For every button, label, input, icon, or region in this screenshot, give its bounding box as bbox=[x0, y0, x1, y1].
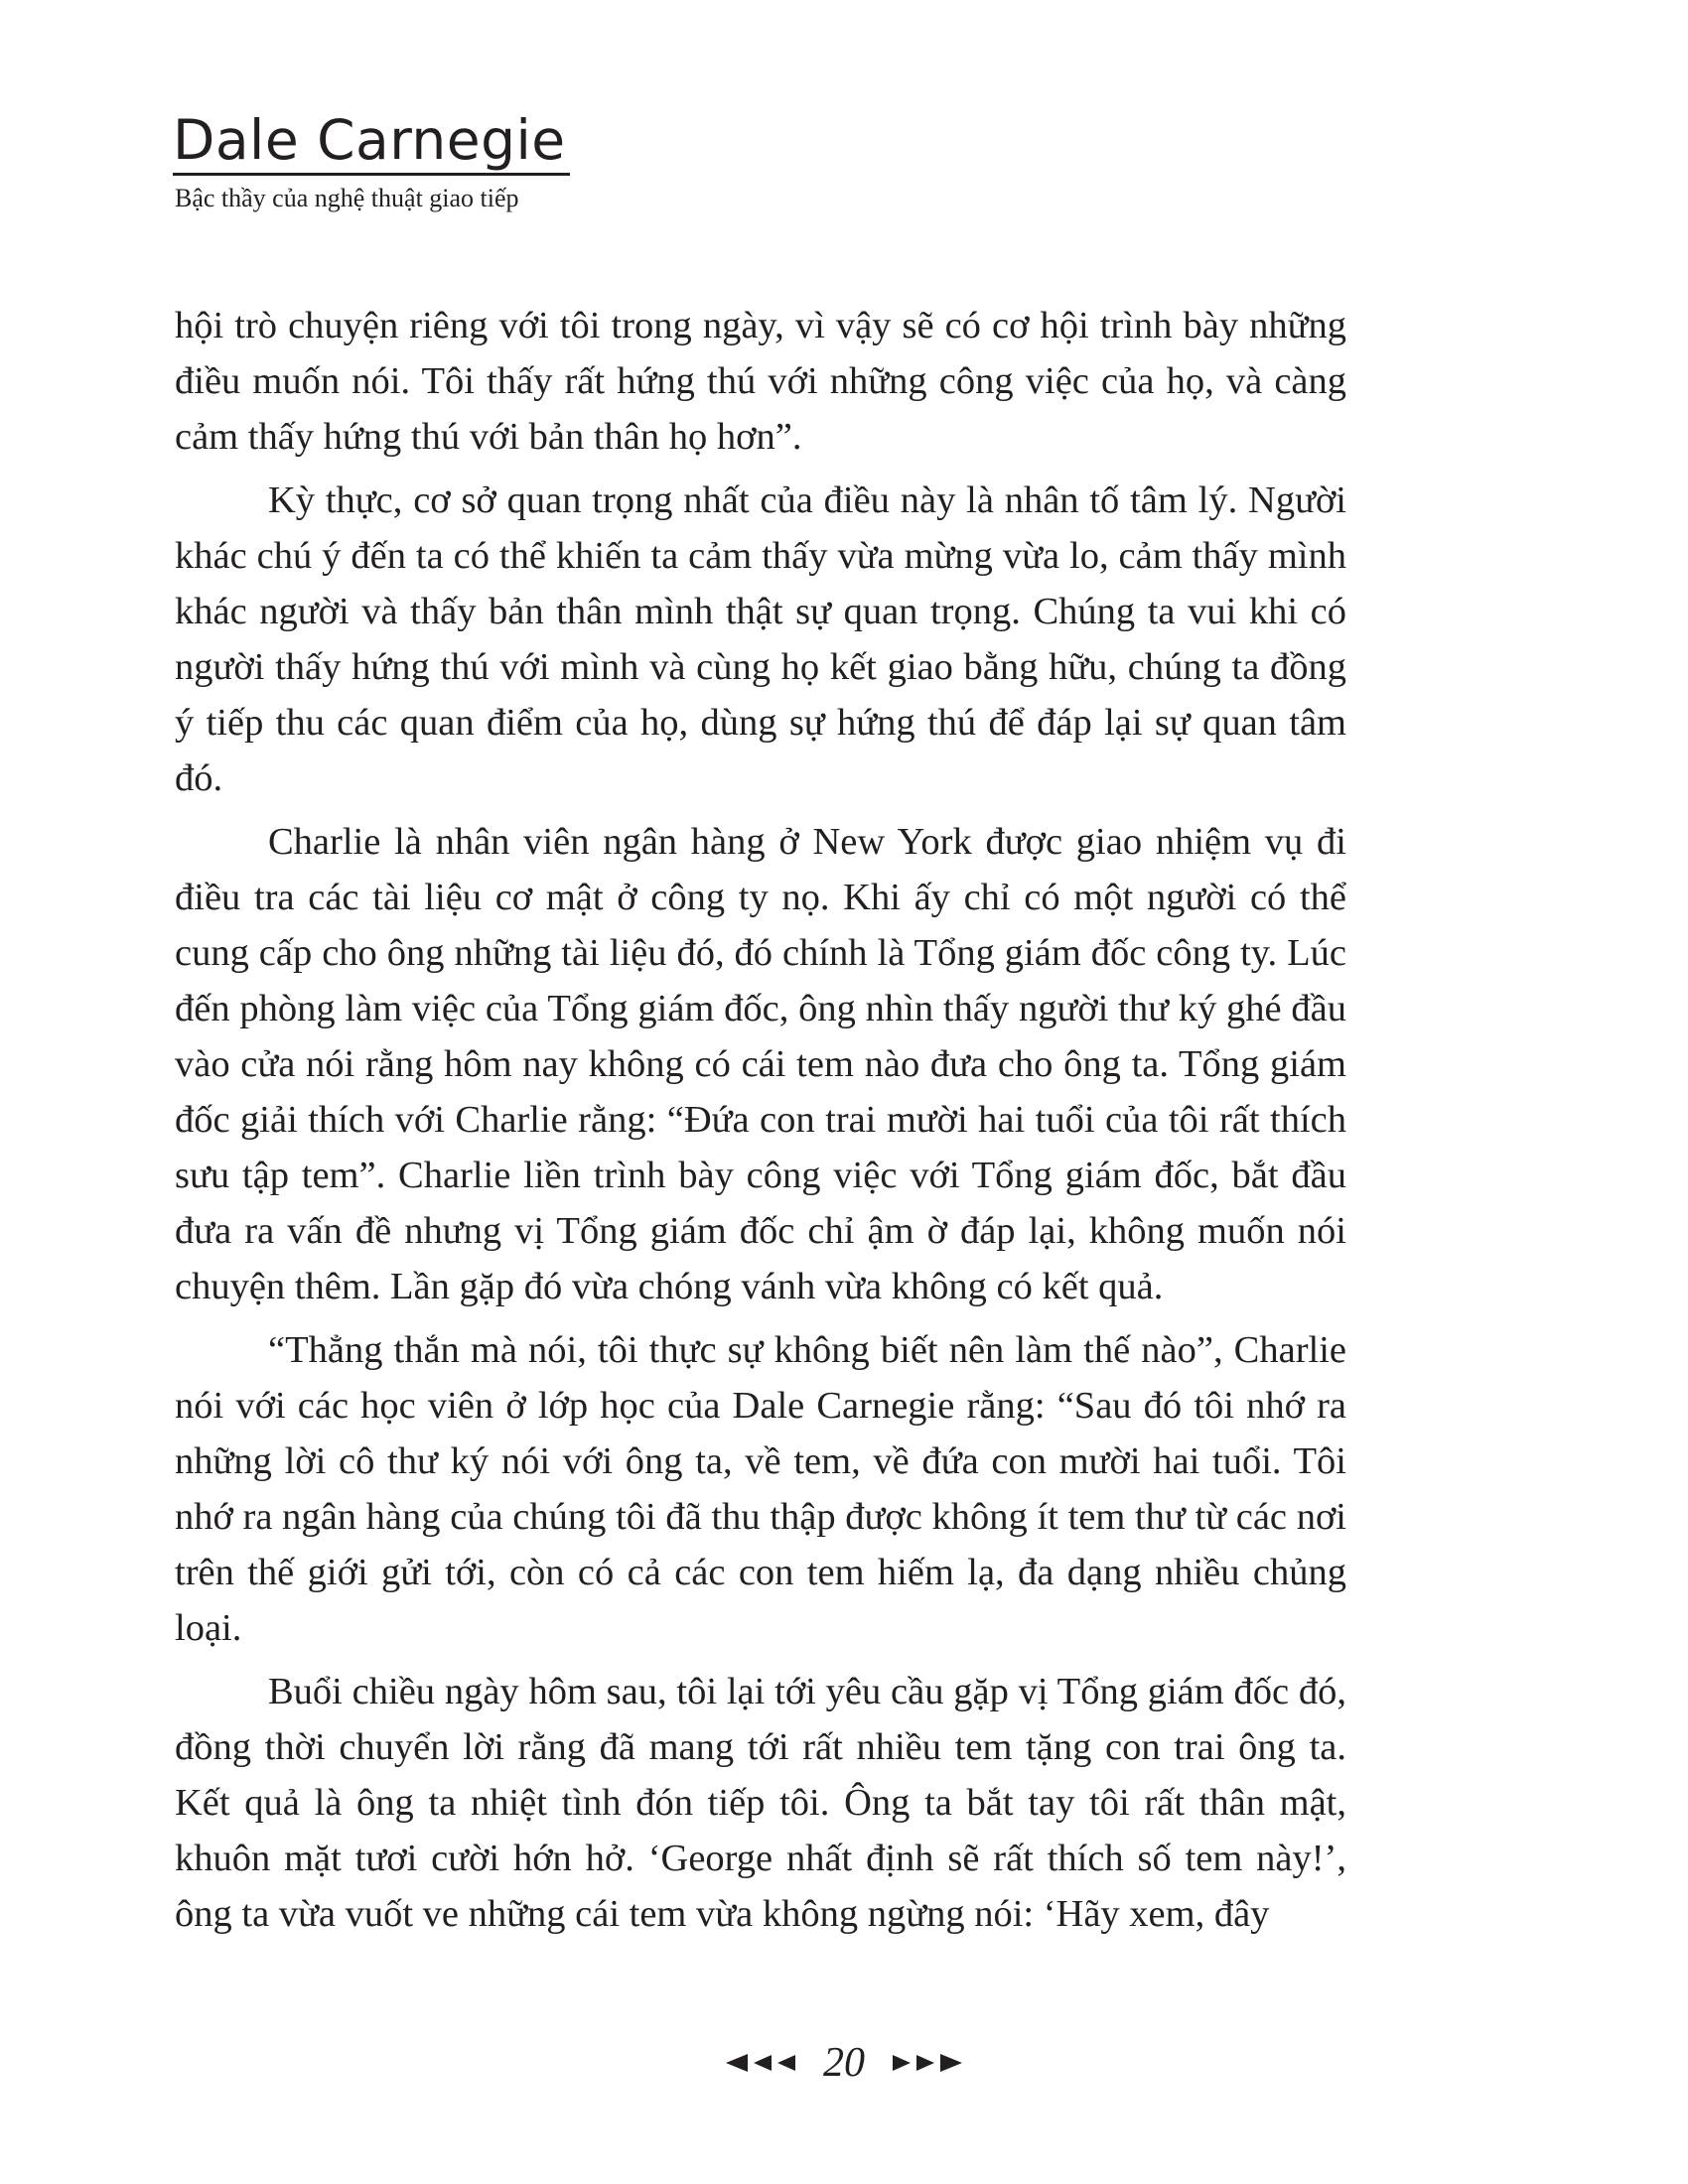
page-footer bbox=[0, 2038, 1688, 2088]
book-subtitle: Bậc thầy của nghệ thuật giao tiếp bbox=[175, 184, 519, 212]
book-title: Dale Carnegie bbox=[173, 107, 570, 176]
paragraph: Charlie là nhân viên ngân hàng ở New York được giao nhiệm vụ đi điều tra các tài liệu cơ mật ở công ty nọ. Khi ấy chỉ có một người có thể cung cấp cho ông những tài liệu đó, đó chính là Tổng giám đốc công ty. Lúc đến phòng làm việc của Tổng giám đốc, ông nhìn thấy người thư ký ghé đầu vào cửa nói rằng hôm nay không có cái tem nào đưa cho ông ta. Tổng giám đốc giải thích với Charlie rằng: “Đứa con trai mười hai tuổi của tôi rất thích sưu tập tem”. Charlie liền trình bày công việc với Tổng giám đốc, bắt đầu đưa ra vấn đề nhưng vị Tổng giám đốc chỉ ậm ờ đáp lại, không muốn nói chuyện thêm. Lần gặp đó vừa chóng vánh vừa không có kết quả. bbox=[175, 821, 1346, 1307]
running-header bbox=[173, 107, 570, 215]
triple-left-arrow-icon bbox=[726, 2052, 805, 2074]
body-text bbox=[175, 298, 1346, 1950]
page-number: 20 bbox=[823, 2040, 865, 2086]
paragraph: “Thẳng thắn mà nói, tôi thực sự không biết nên làm thế nào”, Charlie nói với các học viên ở lớp học của Dale Carnegie rằng: “Sau đó tôi nhớ ra những lời cô thư ký nói với ông ta, về tem, về đứa con mười hai tuổi. Tôi nhớ ra ngân hàng của chúng tôi đã thu thập được không ít tem thư từ các nơi trên thế giới gửi tới, còn có cả các con tem hiếm lạ, đa dạng nhiều chủng loại. bbox=[175, 1329, 1346, 1649]
paragraph-continuation: hội trò chuyện riêng với tôi trong ngày, vì vậy sẽ có cơ hội trình bày những điều muốn nói. Tôi thấy rất hứng thú với những công việc của họ, và càng cảm thấy hứng thú với bản thân họ hơn”. bbox=[175, 305, 1346, 458]
paragraph: Kỳ thực, cơ sở quan trọng nhất của điều này là nhân tố tâm lý. Người khác chú ý đến ta có thể khiến ta cảm thấy vừa mừng vừa lo, cảm thấy mình khác người và thấy bản thân mình thật sự quan trọng. Chúng ta vui khi có người thấy hứng thú với mình và cùng họ kết giao bằng hữu, chúng ta đồng ý tiếp thu các quan điểm của họ, dùng sự hứng thú để đáp lại sự quan tâm đó. bbox=[175, 479, 1346, 799]
triple-right-arrow-icon bbox=[883, 2052, 962, 2074]
paragraph: Buổi chiều ngày hôm sau, tôi lại tới yêu cầu gặp vị Tổng giám đốc đó, đồng thời chuyển lời rằng đã mang tới rất nhiều tem tặng con trai ông ta. Kết quả là ông ta nhiệt tình đón tiếp tôi. Ông ta bắt tay tôi rất thân mật, khuôn mặt tươi cười hớn hở. ‘George nhất định sẽ rất thích số tem này!’, ông ta vừa vuốt ve những cái tem vừa không ngừng nói: ‘Hãy xem, đây bbox=[175, 1671, 1346, 1935]
